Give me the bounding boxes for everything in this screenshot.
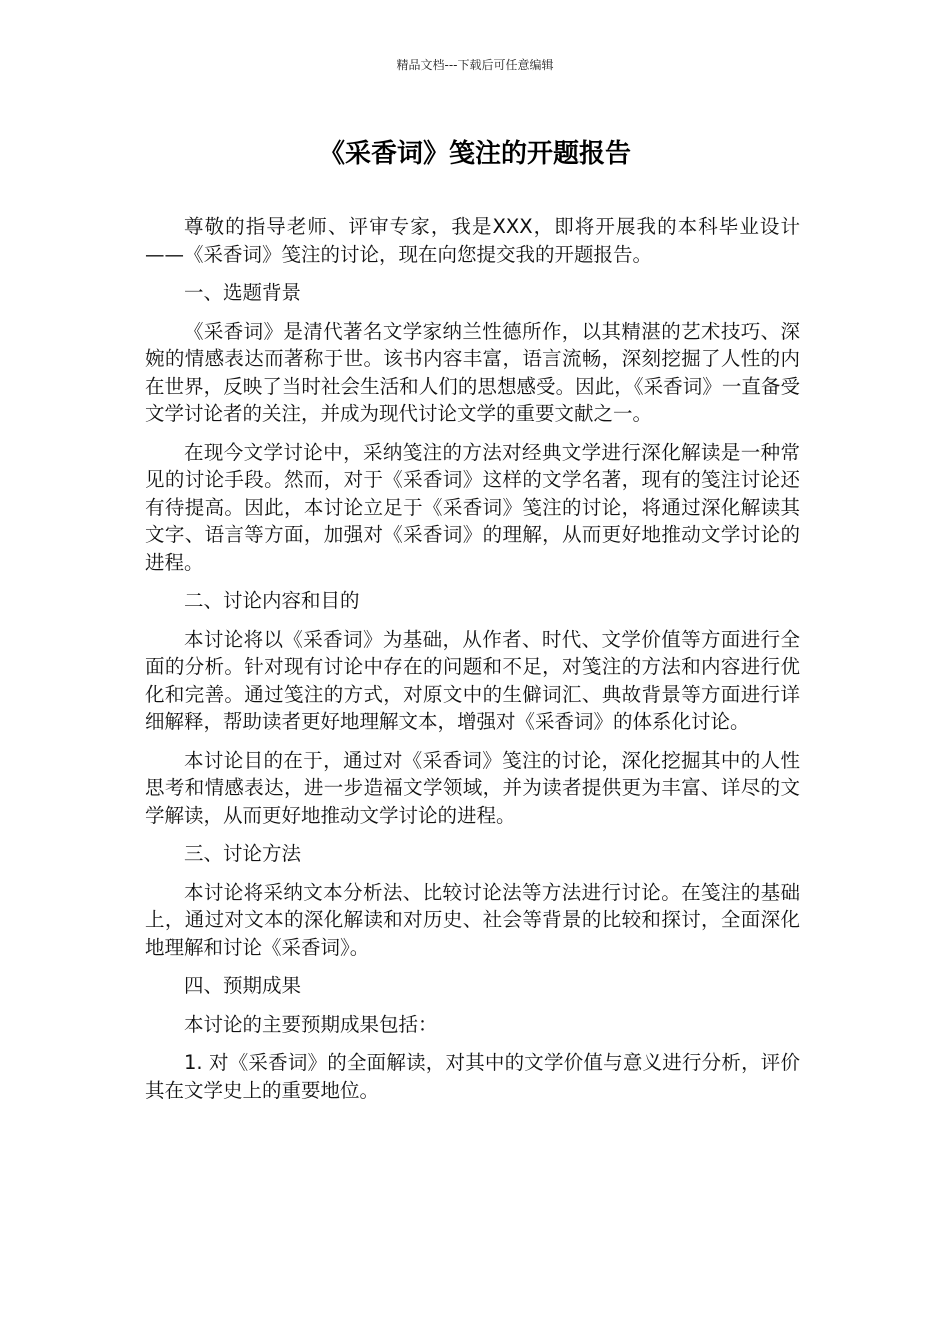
results-paragraph-2: 1. 对《采香词》的全面解读，对其中的文学价值与意义进行分析，评价其在文学史上的重要地位。 (145, 1051, 800, 1102)
document-body (145, 213, 800, 1115)
header-note: 精品文档---下载后可任意编辑 (396, 58, 554, 72)
section-heading-expected-results: 四、预期成果 (184, 974, 302, 997)
background-paragraph-1: 《采香词》是清代著名文学家纳兰性德所作，以其精湛的艺术技巧、深婉的情感表达而著称于世。该书内容丰富，语言流畅，深刻挖掘了人性的内在世界，反映了当时社会生活和人们的思想感受。因此，《采香词》一直备受文学讨论者的关注，并成为现代讨论文学的重要文献之一。 (145, 319, 800, 425)
content-paragraph-1: 本讨论将以《采香词》为基础，从作者、时代、文学价值等方面进行全面的分析。针对现有讨论中存在的问题和不足，对笺注的方法和内容进行优化和完善。通过笺注的方式，对原文中的生僻词汇、典故背景等方面进行详细解释，帮助读者更好地理解文本，增强对《采香词》的体系化讨论。 (145, 627, 800, 733)
section-heading-background: 一、选题背景 (184, 281, 302, 304)
method-paragraph: 本讨论将采纳文本分析法、比较讨论法等方法进行讨论。在笺注的基础上，通过对文本的深化解读和对历史、社会等背景的比较和探讨，全面深化地理解和讨论《采香词》。 (145, 880, 800, 959)
background-paragraph-2: 在现今文学讨论中，采纳笺注的方法对经典文学进行深化解读是一种常见的讨论手段。然而，对于《采香词》这样的文学名著，现有的笺注讨论还有待提高。因此，本讨论立足于《采香词》笺注的讨论，将通过深化解读其文字、语言等方面，加强对《采香词》的理解，从而更好地推动文学讨论的进程。 (145, 440, 800, 574)
section-heading-method: 三、讨论方法 (184, 842, 302, 865)
intro-paragraph: 尊敬的指导老师、评审专家，我是XXX，即将开展我的本科毕业设计——《采香词》笺注的讨论，现在向您提交我的开题报告。 (145, 215, 800, 266)
section-heading-content-purpose: 二、讨论内容和目的 (184, 589, 360, 612)
results-paragraph-1: 本讨论的主要预期成果包括： (184, 1012, 438, 1036)
document-title: 《采香词》笺注的开题报告 (318, 139, 631, 169)
content-paragraph-2: 本讨论目的在于，通过对《采香词》笺注的讨论，深化挖掘其中的人性思考和情感表达，进一步造福文学领域，并为读者提供更为丰富、详尽的文学解读，从而更好地推动文学讨论的进程。 (145, 748, 800, 827)
